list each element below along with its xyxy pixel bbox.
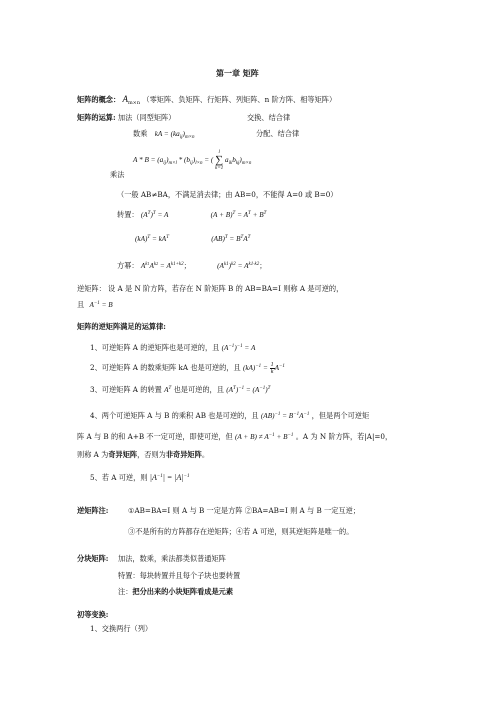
singular-term: 奇异矩阵 [108, 450, 138, 459]
scalar-line: 数乘 kA = $(ka_{ij})_{m\times n}$ [133, 129, 195, 140]
notes-n1: ①AB=BA=I 则 A 与 B 一定是方阵 ②BA=AB=I 则 A 与 B 一定互逆； [128, 506, 360, 515]
rule-4: 4、两个可逆矩阵 A 与 B 的乘积 AB 也是可逆的，且 $(AB)^{-1} = B^{-1}A^{-1}$ ，但是两个可逆矩 [90, 411, 370, 420]
inverse-def-2-label: 且 [77, 300, 85, 309]
rule-4-text-e-mid: ，否则为 [137, 450, 166, 459]
ops-add-law: 交换、结合律 [247, 113, 291, 122]
rule-4-cont: 阵 A 与 B 的和 A+B 不一定可逆，即使可逆，但 $(A + B) \ne A^{-1} + B^{-1}$ 。A 为 N 阶方阵，若|A|=0， [77, 432, 393, 441]
concept-subscript: m×n [127, 100, 141, 106]
power-line: 方幂： $A^{k1}A^{k2} = A^{k1+k2}$； $(A^{k1})^{k2} = A^{k1\cdot k2}$； [117, 261, 267, 270]
power-label: 方幂： [117, 261, 139, 270]
rules-heading: 矩阵的逆矩阵满足的运算律: [77, 322, 166, 331]
transpose-line: 转置： $(A^T)^T = A$ $(A + B)^T = A^T + B^T$ [117, 210, 267, 219]
rule-2-text: 2、可逆矩阵 A 的数乘矩阵 kA 也是可逆的，且 [90, 363, 241, 373]
sigma-sign: l ∑ k=1 [215, 150, 224, 171]
transpose-label: 转置： [117, 210, 139, 219]
transpose-line-2: $(kA)^T = kA^T$ $(AB)^T = B^TA^T$ [135, 235, 251, 243]
rule-2: 2、可逆矩阵 A 的数乘矩阵 kA 也是可逆的，且 (kA)$^{-1}$ = $\frac{1}{k}$ $A^{-1}$ [90, 362, 285, 375]
rule-3-text-b: 也是可逆的，且 [173, 385, 224, 394]
rule-4-text-a: 4、两个可逆矩阵 A 与 B 的乘积 AB 也是可逆的，且 [90, 411, 259, 420]
notes-label: 逆矩阵注: [77, 506, 109, 515]
concept-desc: （零矩阵、负矩阵、行矩阵、列矩阵、n 阶方阵、相等矩阵） [142, 95, 337, 104]
rule-5-text: 5、若 A 可逆，则 [90, 473, 148, 482]
elem-l1: 1、交换两行（列） [90, 624, 153, 633]
scalar-formula: kA = (ka [154, 130, 180, 138]
concept-line [77, 94, 336, 105]
rule-1-text: 1、可逆矩阵 A 的逆矩阵也是可逆的，且 [90, 343, 220, 352]
ops-add: 加法（同型矩阵） [117, 113, 176, 122]
notes-line-1 [77, 506, 108, 515]
nonsingular-term: 非奇异矩阵 [165, 450, 202, 459]
rule-3: 3、可逆矩阵 A 的转置 $A^T$ 也是可逆的，且 $(A^T)^{-1} = (A^{-1})^T$ [90, 385, 271, 394]
rule-4-singular [77, 450, 209, 459]
block-l3-pre: 注： [118, 587, 133, 596]
block-l3-bold: 把分出来的小块矩阵看成是元素 [132, 587, 234, 596]
concept-label: 矩阵的概念： [77, 95, 121, 104]
elem-label: 初等变换: [77, 610, 109, 619]
ops-label: 矩阵的运算: [77, 113, 116, 122]
inverse-def-2: 且 $A^{-1} = B$ [77, 300, 113, 309]
rule-4-text-e-pre: 则称 A 为 [77, 450, 109, 459]
rule-4-text-d: 。A 为 N 阶方阵，若|A|=0， [295, 432, 393, 441]
mult-formula: $A * B = (a_{ij})_{m\times l} * (b_{ij})_{l\times n}$ = ( l ∑ k=1 $a_{ik}b_{kj})_{m\times n}$ [133, 150, 252, 171]
chapter-title: 第一章 矩阵 [216, 68, 259, 78]
mult-formula-text: A * B = (a [133, 156, 164, 165]
ops-line [77, 113, 175, 122]
rule-4-text-c: 阵 A 与 B 的和 A+B 不一定可逆，即使可逆，但 [77, 432, 233, 441]
mult-note: （一般 AB≠BA，不满足消去律；由 AB=0，不能得 A=0 或 B=0） [117, 190, 338, 199]
rule-4-text-e-end: 。 [201, 450, 210, 459]
block-l3 [118, 587, 233, 596]
scalar-label: 数乘 [133, 129, 148, 138]
block-label: 分块矩阵: [77, 554, 109, 563]
block-l1: 加法，数乘，乘法都类似普通矩阵 [118, 554, 226, 563]
rule-3-text: 3、可逆矩阵 A 的转置 [90, 385, 162, 394]
inverse-def: 逆矩阵： 设 A 是 N 阶方阵，若存在 N 阶矩阵 B 的 AB=BA=I 则称 A 是可逆的， [77, 284, 344, 293]
block-l2: 特置：每块转置并且每个子块也要转置 [118, 571, 241, 580]
mult-label: 乘法 [110, 170, 125, 179]
notes-n2: ③不是所有的方阵都存在逆矩阵；④若 A 可逆，则其逆矩阵是唯一的。 [128, 527, 354, 536]
scalar-law: 分配、结合律 [256, 129, 300, 138]
rule-5: 5、若 A 可逆，则 $|A^{-1}| = |A|^{-1}$ [90, 473, 190, 482]
concept-symbol: A [122, 94, 128, 104]
rule-1: 1、可逆矩阵 A 的逆矩阵也是可逆的，且 $(A^{-1})^{-1} = A$ [90, 343, 256, 352]
rule-4-text-b: ，但是两个可逆矩 [311, 411, 370, 420]
